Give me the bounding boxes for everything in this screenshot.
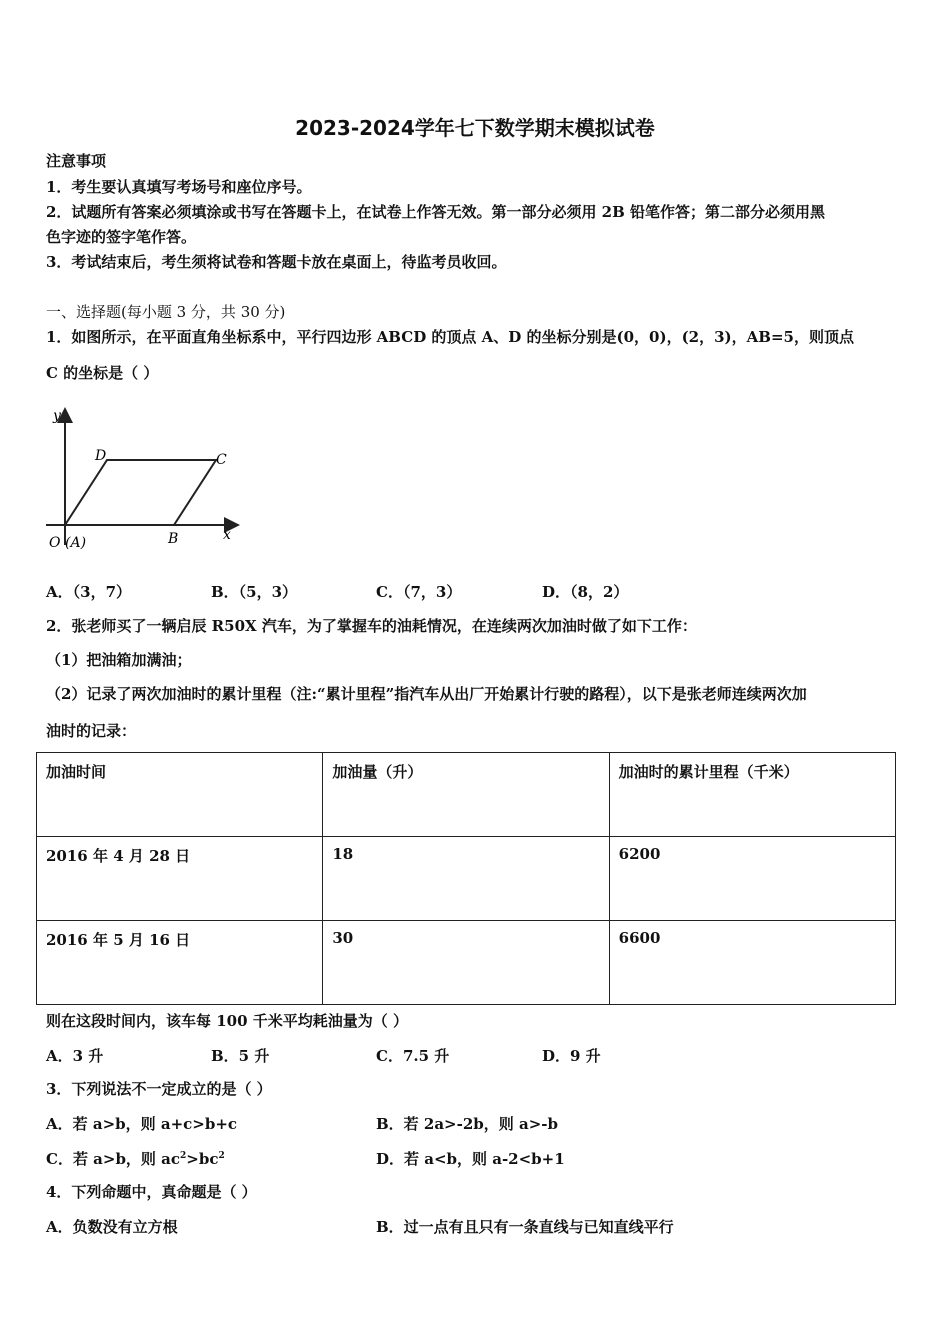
q3-option-c-sup1: 2 bbox=[180, 1151, 187, 1161]
q2-text-line1: 2．张老师买了一辆启辰 R50X 汽车，为了掌握车的油耗情况，在连续两次加油时做了如下工作： bbox=[46, 617, 697, 635]
notice-item-2-cont: 色字迹的签字笔作答。 bbox=[46, 228, 197, 246]
q3-text: 3．下列说法不一定成立的是（ ） bbox=[46, 1080, 272, 1098]
q4-option-a[interactable]: A．负数没有立方根 bbox=[46, 1218, 178, 1236]
q3-option-c-pre: C．若 a>b，则 ac bbox=[46, 1150, 181, 1168]
q2-question: 则在这段时间内，该车每 100 千米平均耗油量为（ ） bbox=[46, 1012, 408, 1030]
notice-heading: 注意事项 bbox=[46, 152, 107, 170]
q1-text-line2: C 的坐标是（ ） bbox=[46, 364, 159, 382]
q2-option-d[interactable]: D．9 升 bbox=[542, 1047, 601, 1065]
fuel-record-table bbox=[36, 752, 896, 1005]
q2-option-b[interactable]: B．5 升 bbox=[211, 1047, 270, 1065]
table-header-cell: 加油量（升） bbox=[323, 753, 609, 837]
q3-option-c-sup2: 2 bbox=[218, 1151, 225, 1161]
q3-option-d[interactable]: D．若 a<b，则 a-2<b+1 bbox=[376, 1150, 565, 1168]
parallelogram-abcd bbox=[65, 460, 216, 525]
q2-option-a[interactable]: A．3 升 bbox=[46, 1047, 104, 1065]
q4-text: 4．下列命题中，真命题是（ ） bbox=[46, 1183, 257, 1201]
table-cell: 18 bbox=[323, 837, 609, 921]
q1-option-d[interactable]: D．（8，2） bbox=[542, 583, 629, 601]
q2-text-line4: 油时的记录： bbox=[46, 722, 137, 740]
table-cell: 6200 bbox=[609, 837, 895, 921]
table-row bbox=[37, 837, 896, 921]
q1-figure bbox=[40, 405, 250, 555]
origin-label: O bbox=[49, 535, 61, 551]
page-title: 2023-2024学年七下数学期末模拟试卷 bbox=[295, 116, 655, 140]
section-heading: 一、选择题(每小题 3 分，共 30 分) bbox=[46, 303, 286, 321]
notice-item-2: 2．试题所有答案必须填涂或书写在答题卡上，在试卷上作答无效。第一部分必须用 2B 铅笔作答；第二部分必须用黑 bbox=[46, 203, 826, 221]
q3-option-b[interactable]: B．若 2a>-2b，则 a>-b bbox=[376, 1115, 558, 1133]
q3-option-a[interactable]: A．若 a>b，则 a+c>b+c bbox=[46, 1115, 238, 1133]
notice-item-1: 1．考生要认真填写考场号和座位序号。 bbox=[46, 178, 312, 196]
table-header-cell: 加油时间 bbox=[37, 753, 323, 837]
q2-text-line2: （1）把油箱加满油； bbox=[46, 651, 192, 669]
q2-option-c[interactable]: C．7.5 升 bbox=[376, 1047, 450, 1065]
x-label: x bbox=[223, 527, 231, 543]
table-header-cell: 加油时的累计里程（千米） bbox=[609, 753, 895, 837]
table-cell: 30 bbox=[323, 921, 609, 1005]
table-cell: 2016 年 5 月 16 日 bbox=[37, 921, 323, 1005]
q4-option-b[interactable]: B．过一点有且只有一条直线与已知直线平行 bbox=[376, 1218, 674, 1236]
q3-option-c[interactable] bbox=[46, 1148, 225, 1169]
q1-option-c[interactable]: C．（7，3） bbox=[376, 583, 462, 601]
point-d-label: D bbox=[95, 448, 107, 464]
q1-text-line1: 1．如图所示，在平面直角坐标系中，平行四边形 ABCD 的顶点 A、D 的坐标分别是(0，0)，(2，3)，AB=5，则顶点 bbox=[46, 328, 854, 346]
y-label: y bbox=[53, 408, 61, 424]
notice-item-3: 3．考试结束后，考生须将试卷和答题卡放在桌面上，待监考员收回。 bbox=[46, 253, 507, 271]
q2-text-line3: （2）记录了两次加油时的累计里程（注:“累计里程”指汽车从出厂开始累计行驶的路程），以下是张老师连续两次加 bbox=[46, 685, 807, 703]
point-c-label: C bbox=[216, 452, 227, 468]
point-a-label: (A) bbox=[65, 535, 87, 551]
q1-option-b[interactable]: B．（5，3） bbox=[211, 583, 298, 601]
q3-option-c-mid: >bc bbox=[186, 1150, 219, 1168]
table-row bbox=[37, 921, 896, 1005]
table-header-row bbox=[37, 753, 896, 837]
table-cell: 2016 年 4 月 28 日 bbox=[37, 837, 323, 921]
point-b-label: B bbox=[168, 531, 179, 547]
table-cell: 6600 bbox=[609, 921, 895, 1005]
q1-option-a[interactable]: A．（3，7） bbox=[46, 583, 132, 601]
